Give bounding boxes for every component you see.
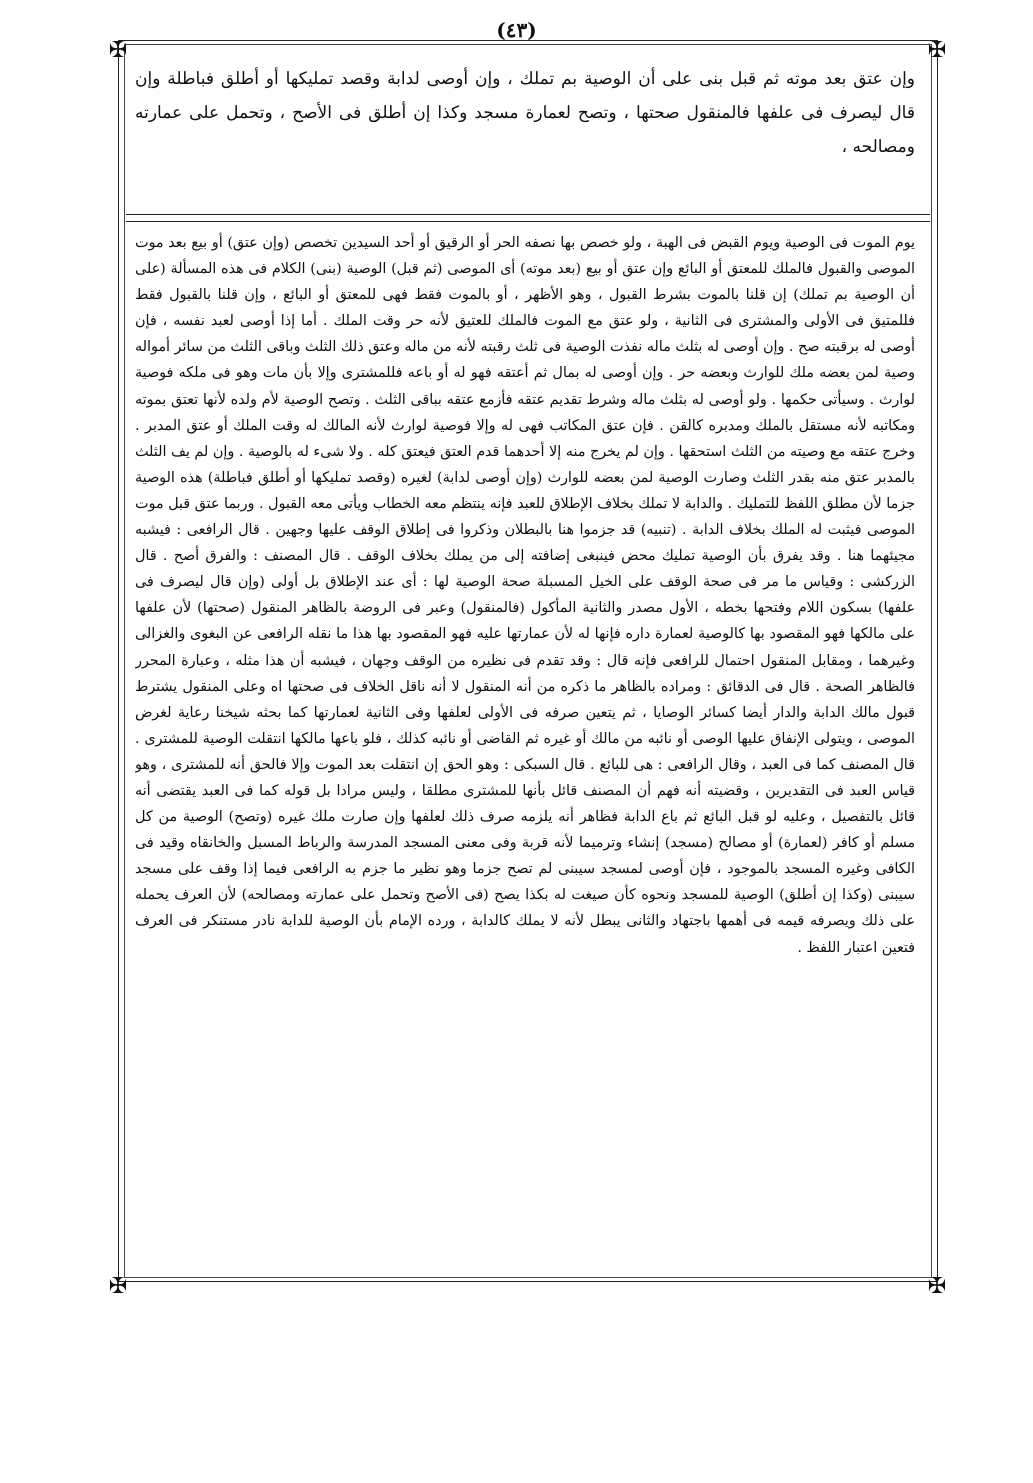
commentary-paragraph: يوم الموت فى الوصية ويوم القبض فى الهبة ، ولو خصص بها نصفه الحر أو الرقيق أو أحد السيدين تخصص (وإن عتق) أو بيع بعد موت الموصى والقبول فالملك للمعتق أو البائع وإن عتق أو بيع (بعد موته) أى الموصى (ثم قبل) الوصية (بنى) الكلام فى هذه المسألة (على أن الوصية بم تملك) إن قلنا بالموت بشرط القبول ، وهو الأظهر ، أو بالموت فقط فهى للمعتق أو البائع ، وإن قلنا بالقبول فقط فللمتيق فى الأولى والمشترى فى الثانية ، ولو عتق مع الموت فالملك للعتيق لأنه حر وقت الملك . أما إذا أوصى لعبد نفسه ، فإن أوصى له برقبته صح . وإن أوصى له بثلث ماله نفذت الوصية فى ثلث رقبته لأنه من ماله وعتق ذلك الثلث وباقى الثلث من سائر أمواله وصية لمن بعضه ملك للوارث وبعضه حر . وإن أوصى له بمال ثم أعتقه فهو له أو باعه فللمشترى وإلا بأن مات وهو فى ملكه فوصية لوارث . وسيأتى حكمها . ولو أوصى له بثلث ماله وشرط تقديم عتقه فأزمع عتقه بباقى الثلث . وتصح الوصية لأم ولده لأنها تعتق بموته ومكاتبه لأنه مستقل بالملك ومدبره كالقن . فإن عتق المكاتب فهى له وإلا فوصية لوارث لأنه المالك له وقت الملك أو عتق المدبر . وخرج عتقه مع وصيته من الثلث استحقها . وإن لم يخرج منه إلا أحدهما قدم العتق فيعتق كله . ولا شىء له بالوصية . وإن لم يف الثلث بالمدبر عتق منه بقدر الثلث وصارت الوصية لمن بعضه للوارث (وإن أوصى لدابة) لغيره (وقصد تمليكها أو أطلق فباطلة) هذه الوصية جزما لأن مطلق اللفظ للتمليك . والدابة لا تملك بخلاف الإطلاق للعبد فإنه ينتظم معه الخطاب ويأتى معه القبول . وربما عتق قبل موت الموصى فيثبت له الملك بخلاف الدابة . (تنبيه) قد جزموا هنا بالبطلان وذكروا فى إطلاق الوقف عليها وجهين . قال الرافعى : فيشبه مجيئهما هنا . وقد يفرق بأن الوصية تمليك محض فينبغى إضافته إلى من يملك بخلاف الوقف . قال المصنف : والفرق أصح . قال الزركشى : وقياس ما مر فى صحة الوقف على الخيل المسبلة صحة الوصية لها : أى عند الإطلاق بل أولى (وإن قال ليصرف فى علفها) بسكون اللام وفتحها بخطه ، الأول مصدر والثانية المأكول (فالمنقول) وعبر فى الروضة بالظاهر المنقول (صحتها) لأن علفها على مالكها فهو المقصود بها كالوصية لعمارة داره فإنها له لأن عمارتها عليه فهو المقصود بها هذا ما نقله الرافعى عن البغوى والغزالى وغيرهما ، ومقابل المنقول احتمال للرافعى فإنه قال : وقد تقدم فى نظيره من الوقف وجهان ، فيشبه أن هذا مثله ، وعبارة المحرر فالظاهر الصحة . قال فى الدقائق : ومراده بالظاهر ما ذكره من أنه المنقول لا أنه ناقل الخلاف فى صحتها اه وعلى المنقول يشترط قبول مالك الدابة والدار أيضا كسائر الوصايا ، ثم يتعين صرفه فى الأولى لعلفها وفى الثانية لعمارتها كما بحثه شيخنا رعاية لغرض الموصى ، ويتولى الإنفاق عليها الوصى أو نائبه من مالك أو غيره ثم القاضى أو نائبه كذلك ، فلو باعها مالكها انتقلت الوصية للمشترى . قال المصنف كما فى العبد ، وقال الرافعى : هى للبائع . قال السبكى : وهو الحق إن انتقلت بعد الموت وإلا فالحق أنه للمشترى ، وهو قياس العبد فى التقديرين ، وقضيته أنه فهم أن المصنف قائل بأنها للمشترى مطلقا ، وليس مرادا بل قوله كما فى العبد يقتضى أنه قائل بالتفصيل ، وعليه لو قبل البائع ثم باع الدابة فظاهر أنه يلزمه صرف ذلك لعلفها وإن صارت ملك غيره (وتصح) الوصية من كل مسلم أو كافر (لعمارة) أو مصالح (مسجد) إنشاء وترميما لأنه قربة وفى معنى المسجد المدرسة والرباط المسبل والخانقاه وقيد فى الكافى وغيره المسجد بالموجود ، فإن أوصى لمسجد سيبنى لم تصح جزما وهو نظير ما جزم به الرافعى فيما إذا وقف على مسجد سيبنى (وكذا إن أطلق) الوصية للمسجد ونحوه كأن صيغت له بكذا يصح (فى الأصح وتحمل على عمارته ومصالحه) لأن العرف يحمله على ذلك ويصرفه قيمه فى أهمها باجتهاد والثانى يبطل لأنه لا يملك كالدابة ، ورده الإمام بأن الوصية للدابة نادر مستنكر فى العرف فتعين اعتبار اللفظ .: [135, 235, 915, 956]
section-divider: [126, 221, 930, 222]
corner-ornament-icon: ✠: [108, 1274, 128, 1299]
commentary-text: [135, 230, 915, 1270]
corner-ornament-icon: ✠: [108, 38, 128, 63]
main-text-paragraph: وإن عتق بعد موته ثم قبل بنى على أن الوصية بم تملك ، وإن أوصى لدابة وقصد تمليكها أو أطلق فباطلة وإن قال ليصرف فى علفها فالمنقول صحتها ، وتصح لعمارة مسجد وكذا إن أطلق فى الأصح ، وتحمل على عمارته ومصالحه ،: [135, 69, 915, 157]
corner-ornament-icon: ✠: [927, 1274, 947, 1299]
main-text: [135, 62, 915, 212]
corner-ornament-icon: ✠: [927, 38, 947, 63]
page-number: (٤٣): [496, 18, 537, 42]
section-divider: [126, 214, 930, 215]
